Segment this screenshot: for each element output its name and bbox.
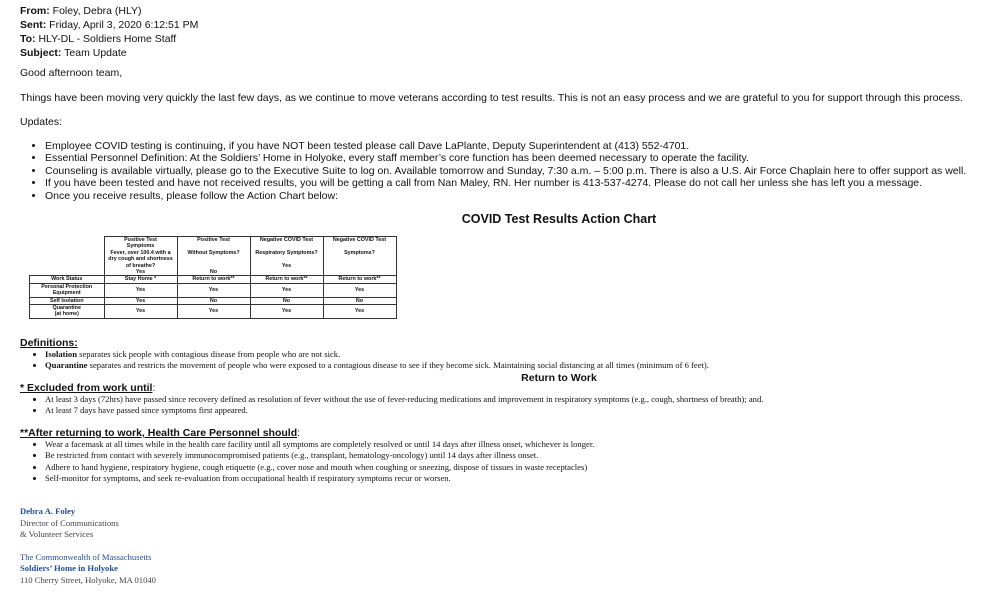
table-cell: Yes [323, 283, 396, 297]
signature [20, 506, 156, 586]
row-label: Work Status [30, 276, 105, 283]
subject-value: Team Update [64, 47, 127, 59]
intro-paragraph: Things have been moving very quickly the last few days, as we continue to move veterans according to test results. This is not an easy process and we are grateful to you for support through this process. [20, 92, 963, 104]
definition-term: Quarantine [45, 360, 88, 371]
sent-value: Friday, April 3, 2020 6:12:51 PM [49, 19, 199, 31]
to-line: To: HLY-DL - Soldiers Home Staff [20, 33, 177, 45]
signature-org: The Commonwealth of Massachusetts [20, 551, 152, 562]
to-value: HLY-DL - Soldiers Home Staff [38, 33, 177, 45]
table-header-cell: Negative COVID Test Symptoms? [323, 237, 396, 276]
row-label: Quarantine (at home) [30, 305, 105, 319]
return-to-work-heading: Return to Work [521, 372, 597, 384]
list-item: • Isolation separates sick people with contagious disease from people who are not sick. [45, 349, 709, 360]
row-label: Self Isolation [30, 297, 105, 304]
updates-label: Updates: [20, 116, 63, 128]
table-header-cell: Positive Test Without Symptoms? No [177, 237, 250, 276]
row-label: Personal Protection Equipment [30, 283, 105, 297]
signature-title: Director of Communications [20, 517, 119, 528]
chart-title: COVID Test Results Action Chart [461, 212, 657, 226]
table-cell: Return to work** [177, 276, 250, 283]
table-cell: Yes [323, 305, 396, 319]
from-value: Foley, Debra (HLY) [52, 5, 142, 17]
table-header-cell: Positive Test Symptoms Fever, over 100.4 with a dry cough and shortness of breathe? Yes [104, 237, 177, 276]
table-cell: Yes [104, 297, 177, 304]
updates-list [20, 140, 966, 202]
subject-line: Subject: Team Update [20, 47, 127, 59]
from-line: From: Foley, Debra (HLY) [20, 5, 142, 17]
table-header-cell: Negative COVID Test Respiratory Symptoms? Yes [250, 237, 323, 276]
table-corner [30, 237, 105, 276]
table-row [30, 283, 397, 297]
table-cell: Yes [177, 283, 250, 297]
signature-address: 110 Cherry Street, Holyoke, MA 01040 [20, 574, 156, 585]
sent-line: Sent: Friday, April 3, 2020 6:12:51 PM [20, 19, 199, 31]
excluded-list [20, 394, 763, 417]
list-item: • Once you receive results, please follow the Action Chart below: [45, 190, 966, 202]
list-item: • Essential Personnel Definition: At the Soldiers’ Home in Holyoke, every staff member’s core function has been deemed necessary to operate the facility. [45, 152, 966, 164]
table-cell: Yes [104, 283, 177, 297]
email-header [20, 4, 198, 60]
list-item: • Counseling is available virtually, please go to the Executive Suite to log on. Available tomorrow and Sunday, 7:30 a.m. – 5:00 p.m. There is also a U.S. Air Force Chaplain here to offer support as well. [45, 165, 966, 177]
after-return-list [20, 439, 594, 484]
list-item: • At least 3 days (72hrs) have passed since recovery defined as resolution of fever without the use of fever-reducing medications and improvement in respiratory symptoms (e.g., cough, shortness of breath); and. [45, 394, 763, 405]
table-header-row [30, 237, 397, 276]
list-item: • Self-monitor for symptoms, and seek re-evaluation from occupational health if respiratory symptoms recur or worsen. [45, 473, 594, 484]
signature-home: Soldiers’ Home in Holyoke [20, 563, 118, 573]
list-item: • Adhere to hand hygiene, respiratory hygiene, cough etiquette (e.g., cover nose and mouth when coughing or sneezing, dispose of tissues in waste receptacles) [45, 462, 594, 473]
list-item: • Employee COVID testing is continuing, if you have NOT been tested please call Dave LaPlante, Deputy Superintendent at (413) 552-4701. [45, 140, 966, 152]
list-item: • Quarantine separates and restricts the movement of people who were exposed to a contagious disease to see if they become sick. Maintaining social distancing at all times (minimum of 6 feet). [45, 360, 709, 371]
table-cell: Yes [104, 305, 177, 319]
table-cell: Yes [250, 305, 323, 319]
table-cell: No [177, 297, 250, 304]
table-cell: Yes [177, 305, 250, 319]
table-row [30, 305, 397, 319]
signature-name: Debra A. Foley [20, 506, 76, 516]
after-return-title: **After returning to work, Health Care Personnel should: [20, 427, 301, 439]
table-row [30, 297, 397, 304]
table-cell: Return to work** [323, 276, 396, 283]
greeting: Good afternoon team, [20, 67, 123, 79]
table-cell: Stay Home * [104, 276, 177, 283]
table-cell: Return to work** [250, 276, 323, 283]
list-item: • At least 7 days have passed since symptoms first appeared. [45, 405, 763, 416]
definition-term: Isolation [45, 349, 77, 359]
list-item: • If you have been tested and have not received results, you will be getting a call from Nan Maley, RN. Her number is 413-537-4274. Please do not call her unless she has left you a message. [45, 177, 966, 189]
excluded-title: * Excluded from work until: [20, 382, 156, 394]
definitions-title: Definitions: [20, 337, 78, 349]
table-row [30, 276, 397, 283]
table-cell: No [323, 297, 396, 304]
list-item: • Be restricted from contact with severely immunocompromised patients (e.g., transplant, hematology-oncology) until 14 days after illness onset. [45, 450, 594, 461]
table-cell: No [250, 297, 323, 304]
signature-title: & Volunteer Services [20, 529, 94, 539]
action-chart-table [29, 236, 397, 319]
definitions-list [20, 349, 709, 372]
list-item: • Wear a facemask at all times while in the health care facility until all symptoms are completely resolved or until 14 days after illness onset, whichever is longer. [45, 439, 594, 450]
table-cell: Yes [250, 283, 323, 297]
